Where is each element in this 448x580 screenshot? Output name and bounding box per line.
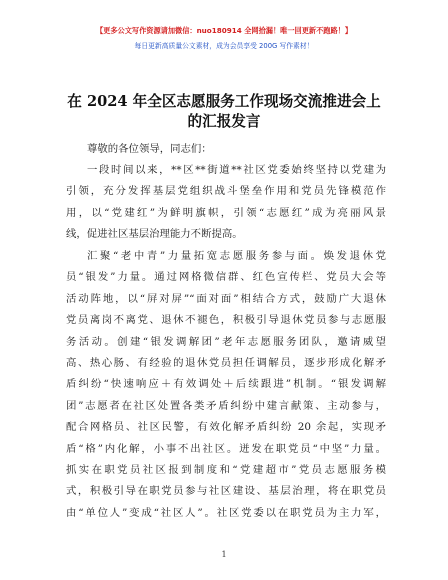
paragraph-line: 用，以“党建红”为鲜明旗帜，引领“志愿红”成为亮丽风景 — [66, 206, 386, 219]
paragraph-line: 员“银发”力量。通过网格微信群、红色宣传栏、党员大会等 — [66, 271, 386, 284]
promo-banner-line-1: 【更多公文写作资源请加微信：nuo180914 全网拾漏！唯一回更新不跑路！】 — [95, 26, 353, 35]
document-title-line-2: 的汇报发言 — [187, 113, 261, 130]
promo-banner-line-2: 每日更新高质量公文素材，成为会员享受 200G 写作素材！ — [134, 42, 314, 50]
paragraph-line: 式，积极引导在职党员参与社区建设、基层治理，将在职党员 — [66, 485, 386, 498]
paragraph-line: 配合网格员、社区民警，有效化解矛盾纠纷 20 余起，实现矛 — [66, 421, 386, 434]
paragraph-1 — [66, 160, 386, 246]
document-title-line-1: 在 2024 年全区志愿服务工作现场交流推进会上 — [67, 93, 381, 110]
paragraph-line: 抓实在职党员社区报到制度和“党建超市”党员志愿服务模 — [66, 463, 386, 476]
paragraph-2 — [66, 246, 386, 524]
paragraph-line: 活动阵地，以“屏对屏”“面对面”相结合方式，鼓励广大退休 — [66, 292, 386, 305]
paragraph-line: 汇聚“老中青”力量拓宽志愿服务参与面。焕发退休党 — [87, 250, 386, 262]
paragraph-line: 一段时间以来，**区**街道**社区党委始终坚持以党建为 — [87, 164, 386, 176]
paragraph-line: 盾“格”内化解，小事不出社区。迸发在职党员“中坚”力量。 — [66, 442, 386, 455]
paragraph-line: 高、热心肠、有经验的退休党员担任调解员，逐步形成化解矛 — [66, 356, 386, 369]
page-number: 1 — [221, 550, 227, 559]
paragraph-line: 线，促进社区基层治理能力不断提高。 — [66, 228, 243, 241]
greeting: 尊敬的各位领导，同志们： — [87, 143, 212, 155]
paragraph-line: 由“单位人”变成“社区人”。社区党委以在职党员为主力军， — [66, 506, 386, 519]
paragraph-line: 团”志愿者在社区处置各类矛盾纠纷中建言献策、主动参与， — [66, 399, 386, 412]
paragraph-line: 务活动。创建“银发调解团”老年志愿服务团队，邀请威望 — [66, 335, 386, 348]
paragraph-line: 盾纠纷“快速响应＋有效调处＋后续跟进”机制。“银发调解 — [66, 378, 386, 391]
paragraph-line: 引领，充分发挥基层党组织战斗堡垒作用和党员先锋模范作 — [66, 185, 386, 198]
paragraph-line: 党员离岗不离党、退休不褪色，积极引导退休党员参与志愿服 — [66, 314, 386, 327]
